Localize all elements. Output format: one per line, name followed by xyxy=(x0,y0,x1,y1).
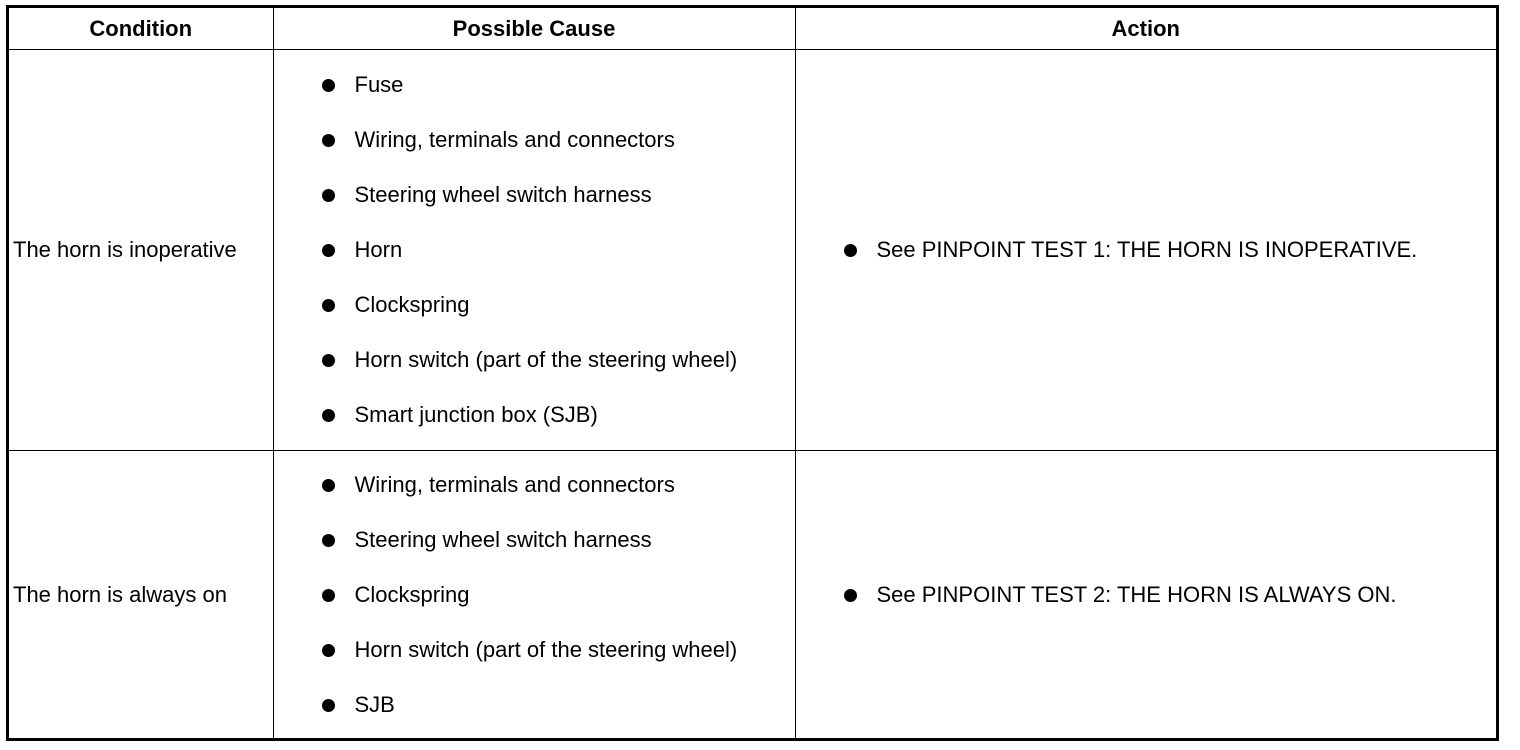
list-item xyxy=(844,580,1434,610)
table-row xyxy=(9,50,1496,451)
bullet-icon xyxy=(322,589,335,602)
list-item xyxy=(844,235,1434,265)
condition-cell: The horn is always on xyxy=(9,451,273,740)
table-row xyxy=(9,451,1496,740)
list-item xyxy=(322,635,742,665)
bullet-icon xyxy=(322,534,335,547)
list-item xyxy=(322,70,742,100)
list-item xyxy=(322,125,742,155)
list-item xyxy=(322,235,742,265)
bullet-icon xyxy=(844,589,857,602)
condition-cell: The horn is inoperative xyxy=(9,50,273,451)
bullet-icon xyxy=(322,354,335,367)
cause-text: SJB xyxy=(354,692,395,717)
list-item xyxy=(322,400,742,430)
symptom-chart-table xyxy=(9,8,1496,739)
bullet-icon xyxy=(322,479,335,492)
bullet-icon xyxy=(322,299,335,312)
bullet-icon xyxy=(322,409,335,422)
header-action: Action xyxy=(795,8,1496,50)
cause-text: Horn xyxy=(354,237,403,262)
cause-text: Fuse xyxy=(354,72,404,97)
cause-text: Clockspring xyxy=(354,582,470,607)
possible-cause-cell xyxy=(273,50,795,451)
bullet-icon xyxy=(322,134,335,147)
list-item xyxy=(322,180,742,210)
cause-text: Steering wheel switch harness xyxy=(354,182,652,207)
diagnosis-table-frame xyxy=(6,5,1499,741)
cause-text: Steering wheel switch harness xyxy=(354,527,652,552)
list-item xyxy=(322,580,742,610)
possible-cause-cell xyxy=(273,451,795,740)
cause-text: Wiring, terminals and connectors xyxy=(354,472,675,497)
cause-list xyxy=(274,70,742,430)
bullet-icon xyxy=(322,79,335,92)
list-item xyxy=(322,470,742,500)
action-cell xyxy=(795,451,1496,740)
action-cell xyxy=(795,50,1496,451)
cause-text: Horn switch (part of the steering wheel) xyxy=(354,347,738,372)
bullet-icon xyxy=(322,244,335,257)
cause-text: Smart junction box (SJB) xyxy=(354,402,598,427)
action-text: See PINPOINT TEST 1: THE HORN IS INOPERATIVE. xyxy=(876,237,1418,262)
bullet-icon xyxy=(844,244,857,257)
list-item xyxy=(322,690,742,720)
list-item xyxy=(322,345,742,375)
cause-text: Horn switch (part of the steering wheel) xyxy=(354,637,738,662)
cause-text: Clockspring xyxy=(354,292,470,317)
bullet-icon xyxy=(322,189,335,202)
bullet-icon xyxy=(322,699,335,712)
table-header-row xyxy=(9,8,1496,50)
cause-list xyxy=(274,470,742,720)
cause-text: Wiring, terminals and connectors xyxy=(354,127,675,152)
action-list xyxy=(796,235,1434,265)
action-list xyxy=(796,580,1434,610)
action-text: See PINPOINT TEST 2: THE HORN IS ALWAYS ON. xyxy=(876,582,1397,607)
list-item xyxy=(322,525,742,555)
list-item xyxy=(322,290,742,320)
header-possible-cause: Possible Cause xyxy=(273,8,795,50)
header-condition: Condition xyxy=(9,8,273,50)
bullet-icon xyxy=(322,644,335,657)
